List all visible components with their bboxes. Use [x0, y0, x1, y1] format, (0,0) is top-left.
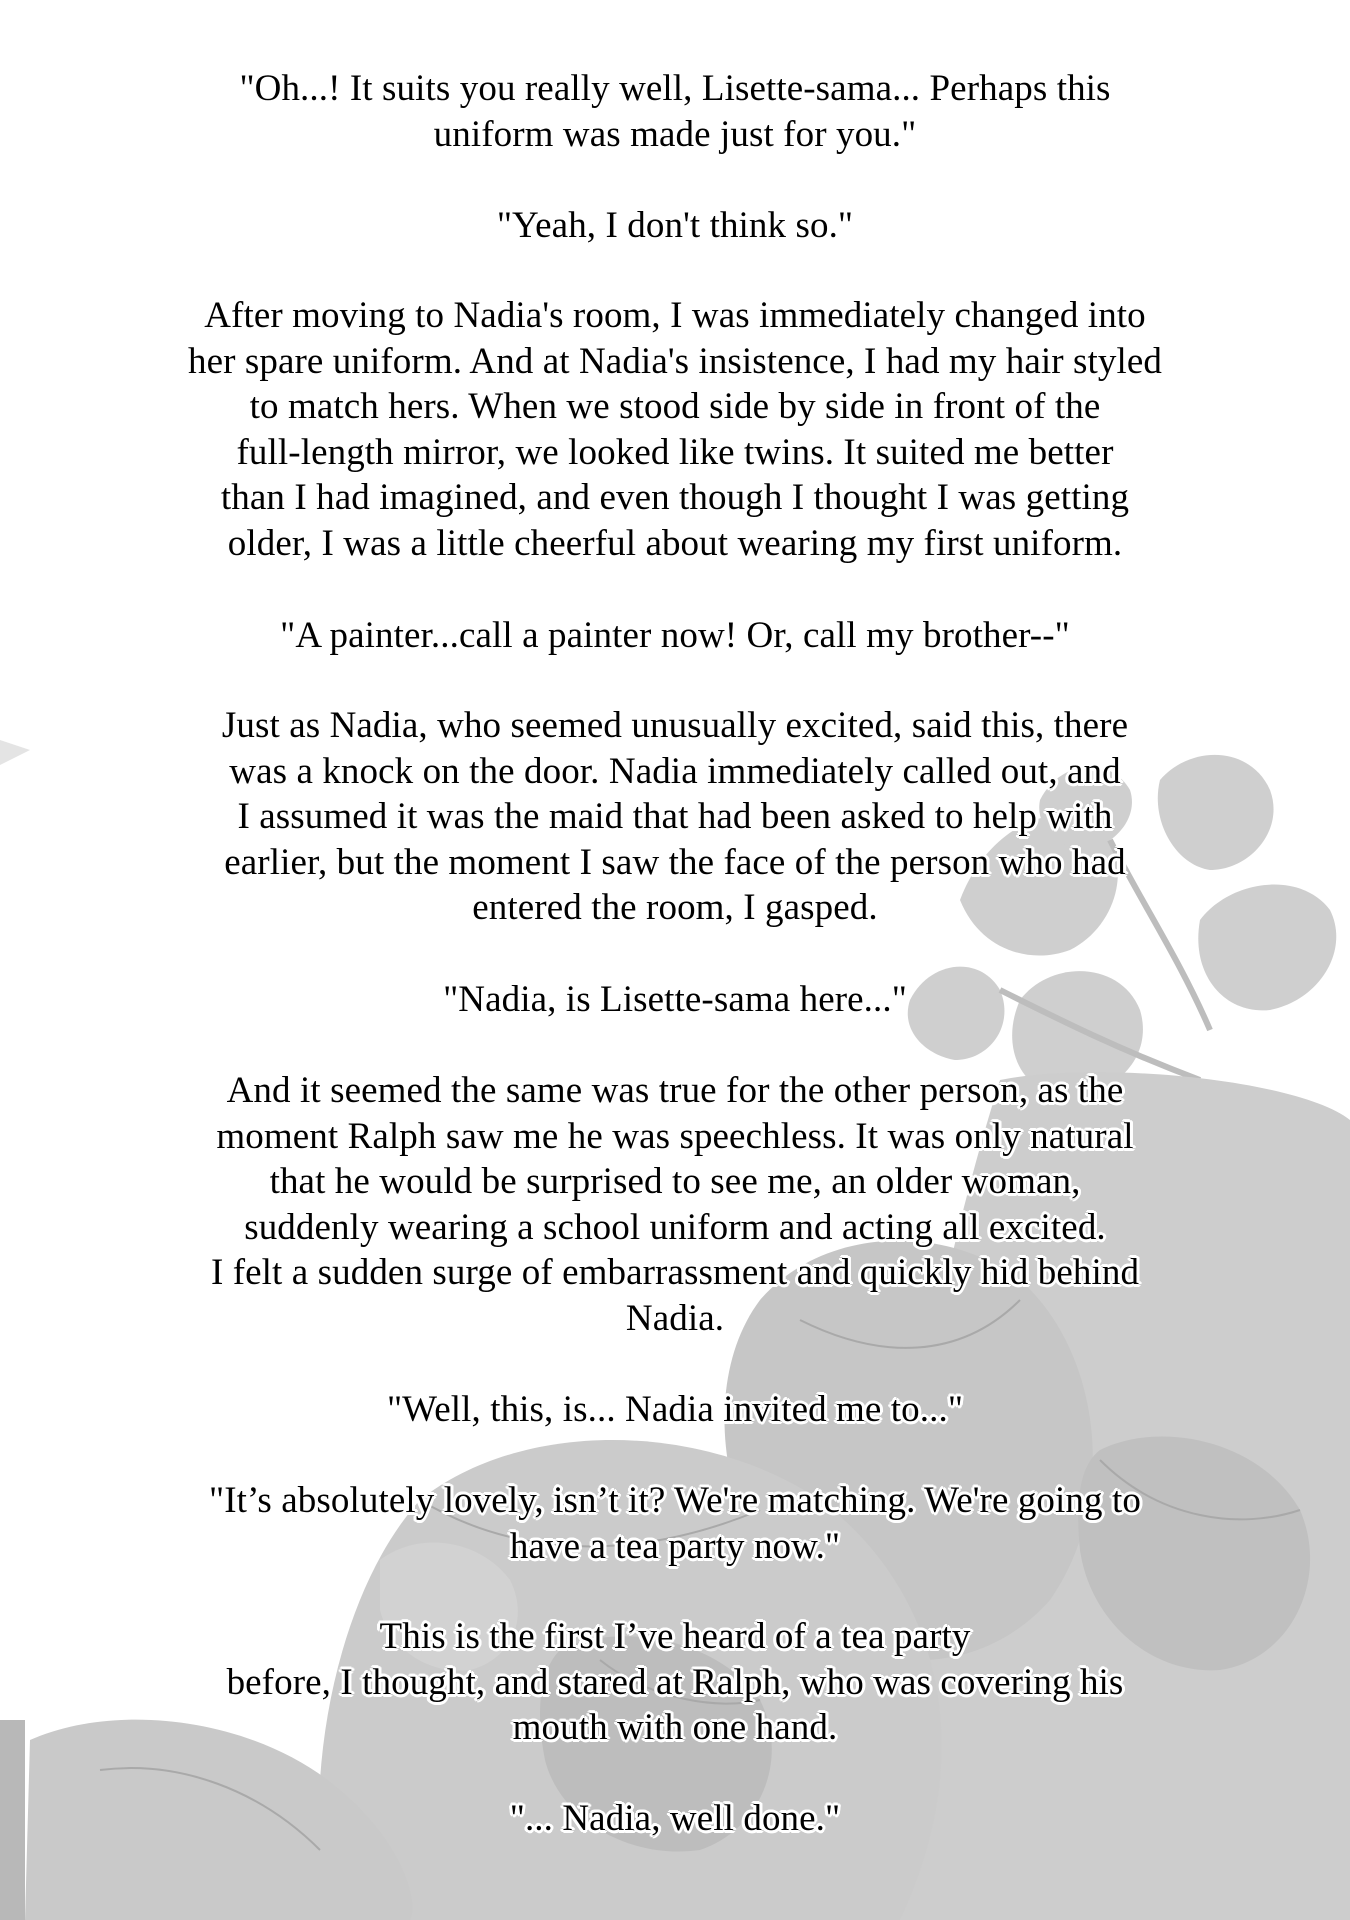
dialogue-paragraph-5	[60, 1387, 1290, 1433]
text-line: "Well, this, is... Nadia invited me to..."	[386, 1389, 964, 1430]
text-line: earlier, but the moment I saw the face of the person who had	[224, 841, 1126, 883]
text-line: I felt a sudden surge of embarrassment and quickly hid behind	[210, 1252, 1140, 1293]
text-line: was a knock on the door. Nadia immediately called out, and	[229, 750, 1121, 792]
text-line: full-length mirror, we looked like twins. It suited me better	[236, 431, 1114, 473]
dialogue-paragraph-2	[60, 203, 1290, 249]
text-line: her spare uniform. And at Nadia's insistence, I had my hair styled	[188, 340, 1162, 382]
text-line: And it seemed the same was true for the other person, as the	[226, 1070, 1124, 1111]
text-line: "Nadia, is Lisette-sama here..."	[443, 979, 907, 1020]
text-line: have a tea party now."	[509, 1525, 841, 1567]
text-line: suddenly wearing a school uniform and acting all excited.	[244, 1206, 1106, 1248]
text-line: than I had imagined, and even though I thought I was getting	[220, 477, 1130, 518]
text-line: I assumed it was the maid that had been asked to help with	[237, 796, 1113, 837]
text-line: uniform was made just for you."	[433, 113, 917, 155]
text-line: "It’s absolutely lovely, isn’t it? We're matching. We're going to	[209, 1480, 1141, 1521]
text-line: to match hers. When we stood side by side in front of the	[249, 386, 1101, 427]
text-line: entered the room, I gasped.	[472, 887, 878, 928]
text-line: This is the first I’ve heard of a tea party	[379, 1616, 971, 1657]
narration-paragraph-3	[60, 1068, 1290, 1341]
dialogue-paragraph-1	[60, 66, 1290, 157]
text-line: Just as Nadia, who seemed unusually excited, said this, there	[221, 705, 1129, 746]
dialogue-paragraph-6	[60, 1478, 1290, 1569]
text-line: moment Ralph saw me he was speechless. It was only natural	[216, 1115, 1134, 1157]
text-line: mouth with one hand.	[512, 1707, 838, 1748]
narration-paragraph-4	[60, 1614, 1290, 1751]
text-line: before, I thought, and stared at Ralph, who was covering his	[226, 1661, 1124, 1703]
dialogue-paragraph-3	[60, 613, 1290, 659]
text-line: Nadia.	[625, 1297, 725, 1339]
text-line: "Yeah, I don't think so."	[496, 205, 854, 246]
dialogue-paragraph-4	[60, 977, 1290, 1023]
text-line: "Oh...! It suits you really well, Lisette-sama... Perhaps this	[239, 68, 1111, 109]
text-line: older, I was a little cheerful about wearing my first uniform.	[227, 522, 1123, 564]
narration-paragraph-1	[60, 293, 1290, 566]
narration-paragraph-2	[60, 703, 1290, 931]
text-line: "... Nadia, well done."	[509, 1798, 841, 1839]
text-line: "A painter...call a painter now! Or, call my brother--"	[280, 615, 1070, 656]
text-line: After moving to Nadia's room, I was immediately changed into	[204, 295, 1146, 336]
dialogue-paragraph-7	[60, 1796, 1290, 1842]
text-line: that he would be surprised to see me, an older woman,	[269, 1161, 1081, 1202]
